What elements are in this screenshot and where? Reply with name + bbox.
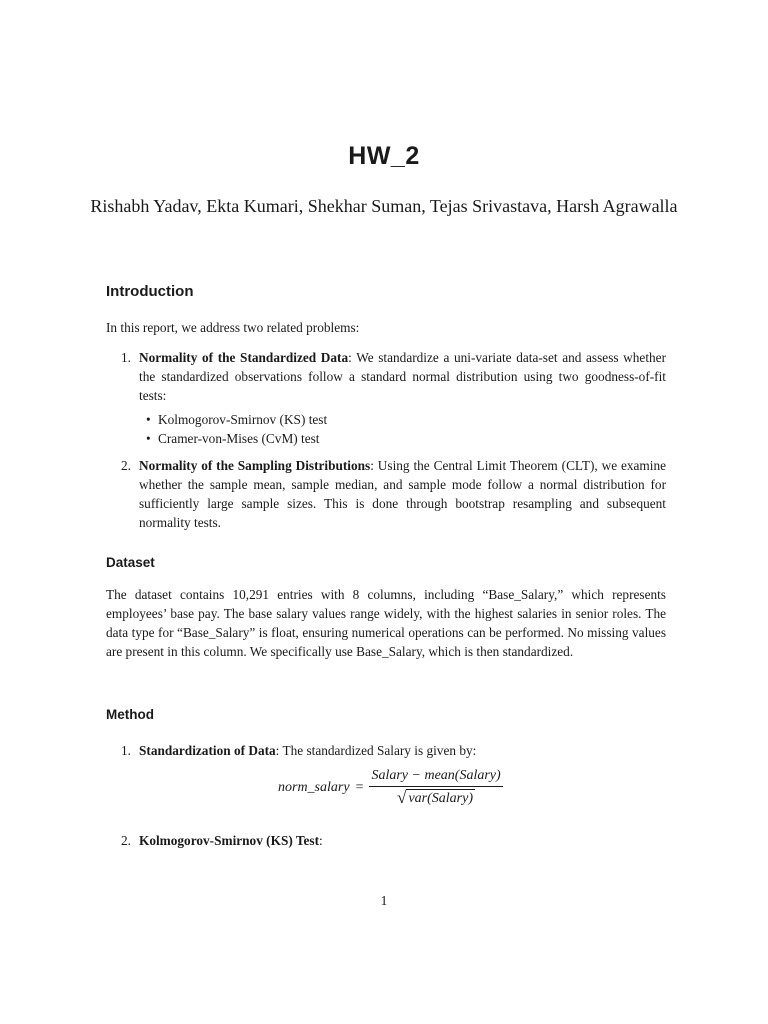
list-item-text: : Using the Central Limit Theorem (CLT), we examine whether the sample mean, sample median, and sample mode follow a normal distribution for sufficiently large sample sizes. This is done through bootstrap resampling and subsequent normality tests. [139, 458, 667, 530]
formula-equals: = [355, 779, 364, 795]
bullet-item [146, 410, 327, 429]
bullet-dot: • [146, 412, 151, 427]
method-list-item-1 [121, 741, 666, 760]
bullet-text: Cramer-von-Mises (CvM) test [158, 431, 320, 446]
bullet-text: Kolmogorov-Smirnov (KS) test [158, 412, 328, 427]
list-item-text: : The standardized Salary is given by: [275, 743, 477, 758]
page-number: 1 [380, 893, 388, 908]
formula-denominator [397, 787, 475, 807]
list-number: 1. [121, 350, 131, 365]
sqrt-symbol: √ [397, 788, 407, 807]
list-item-text: : [319, 833, 323, 848]
list-number: 2. [121, 833, 131, 848]
list-item-title: Kolmogorov-Smirnov (KS) Test [139, 833, 320, 848]
list-number: 2. [121, 458, 131, 473]
author-list: Rishabh Yadav, Ekta Kumari, Shekhar Suman, Tejas Srivastava, Harsh Agrawalla [90, 196, 678, 216]
formula-numerator: Salary − mean(Salary) [369, 768, 502, 787]
intro-list-item-1 [121, 348, 666, 405]
section-heading-dataset: Dataset [106, 555, 155, 570]
document-title: HW_2 [348, 142, 420, 170]
list-item-title: Normality of the Standardized Data [139, 350, 349, 365]
bullet-item [146, 429, 327, 448]
bullet-dot: • [146, 431, 151, 446]
section-heading-method: Method [106, 707, 154, 722]
list-item-title: Standardization of Data [139, 743, 276, 758]
list-item-title: Normality of the Sampling Distributions [139, 458, 371, 473]
standardization-formula [278, 768, 503, 807]
list-item-text: : We standardize a uni-variate data-set and assess whether the standardized observations follow a standard normal distribution using two goodness-of-fit tests: [139, 350, 667, 403]
formula-lhs: norm_salary [278, 779, 350, 795]
intro-list-item-2 [121, 456, 666, 532]
method-list-item-2 [121, 831, 666, 850]
sqrt-argument: var(Salary) [408, 791, 474, 806]
formula-fraction [369, 768, 502, 807]
dataset-paragraph: The dataset contains 10,291 entries with 8 columns, including “Base_Salary,” which represents employees’ base pay. The base salary values range widely, with the highest salaries in senior roles. The data type for “Base_Salary” is float, ensuring numerical operations can be performed. No missing values are present in this column. We specifically use Base_Salary, which is then standardized. [106, 587, 666, 659]
list-number: 1. [121, 743, 131, 758]
section-heading-introduction: Introduction [106, 283, 194, 300]
introduction-lead: In this report, we address two related problems: [106, 320, 360, 335]
test-bullet-list [146, 410, 327, 448]
